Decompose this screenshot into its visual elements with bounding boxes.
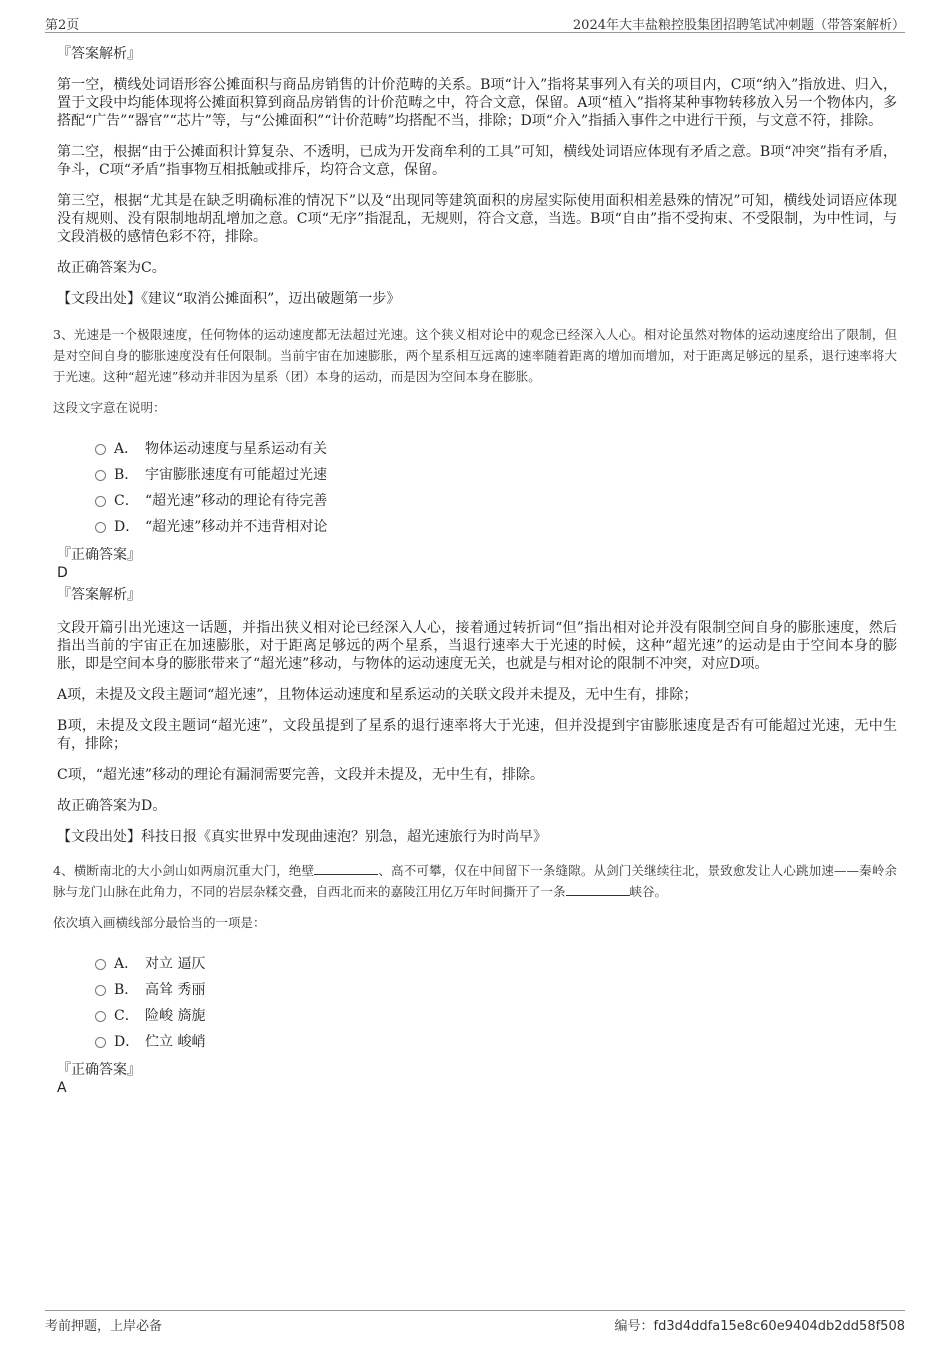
q2-analysis-label: 『答案解析』 [57,46,141,62]
option-letter: A． [114,441,139,457]
option-letter: B． [114,982,139,998]
radio-button-icon[interactable] [95,985,106,996]
option-a[interactable] [95,436,897,462]
radio-button-icon[interactable] [95,1011,106,1022]
option-text: 高耸 秀丽 [145,982,206,998]
question-4-prompt: 依次填入画横线部分最恰当的一项是： [53,915,266,930]
option-text: 对立 逼仄 [145,956,206,972]
page-footer [45,1310,905,1335]
q2-analysis-paragraph: 第三空，根据“尤其是在缺乏明确标准的情况下”以及“出现同等建筑面积的房屋实际使用面积相差悬殊的情况”可知，横线处词语应体现没有规则、没有限制地胡乱增加之意。C项“无序”指混乱，无规则，符合文意，当选。B项“自由”指不受拘束、不受限制，为中性词，与文段消极的感情色彩不符，排除。 [57,193,897,245]
question-3-options [95,436,897,540]
option-text: “超光速”移动并不违背相对论 [145,519,328,535]
page-number: 第2页 [45,18,80,33]
question-3-text: 3、光速是一个极限速度，任何物体的运动速度都无法超过光速。这个狭义相对论中的观念已经深入人心。相对论虽然对物体的运动速度给出了限制，但是对空间自身的膨胀速度没有任何限制。当前宇宙在加速膨胀，两个星系相互远离的速率随着距离的增加而增加，对于距离足够远的星系，退行速率将大于光速。这种“超光速”移动并非因为星系（团）本身的运动，而是因为空间本身在膨胀。 [53,327,897,384]
q2-analysis-section [57,44,897,308]
fill-blank [566,883,630,896]
radio-button-icon[interactable] [95,496,106,507]
option-letter: D． [114,1034,140,1050]
radio-button-icon[interactable] [95,959,106,970]
option-text: 险峻 旖旎 [145,1008,206,1024]
radio-button-icon[interactable] [95,1037,106,1048]
analysis-label: 『答案解析』 [57,587,141,603]
question-3 [53,324,897,846]
option-letter: A． [114,956,139,972]
question-4-text-part: 峡谷。 [629,884,668,899]
page-content [53,44,897,1101]
option-letter: C． [114,493,139,509]
correct-answer-label: 『正确答案』 [57,547,141,563]
document-code: 编号：fd3d4ddfa15e8c60e9404db2dd58f508 [614,1319,905,1334]
correct-answer: A [57,1080,67,1096]
question-4-text [53,860,897,902]
option-text: “超光速”移动的理论有待完善 [145,493,328,509]
q3-analysis-paragraph: C项，“超光速”移动的理论有漏洞需要完善，文段并未提及，无中生有，排除。 [57,767,545,783]
radio-button-icon[interactable] [95,444,106,455]
question-3-prompt: 这段文字意在说明： [53,400,166,415]
option-d[interactable] [95,514,897,540]
q3-analysis-paragraph: B项，未提及文段主题词“超光速”，文段虽提到了星系的退行速率将大于光速，但并没提到宇宙膨胀速度是否有可能超过光速，无中生有，排除； [57,718,897,752]
q3-source: 【文段出处】科技日报《真实世界中发现曲速泡？别急，超光速旅行为时尚早》 [57,829,547,845]
option-d[interactable] [95,1029,897,1055]
option-letter: B． [114,467,139,483]
option-letter: C． [114,1008,139,1024]
question-4-options [95,951,897,1055]
question-4-text-part: 4、横断南北的大小剑山如两扇沉重大门，绝壁 [53,863,315,878]
page-header [45,12,905,33]
option-a[interactable] [95,951,897,977]
question-4-text-part: 、高不可攀，仅在中间留下一条缝隙。从剑门关继续往北，景致愈发让人心跳加速——秦岭余脉与龙门山脉在此角力，不同的岩层杂糅交叠，自西北而来的嘉陵江用亿万年时间撕开了一条 [53,863,897,899]
option-letter: D． [114,519,140,535]
option-b[interactable] [95,462,897,488]
radio-button-icon[interactable] [95,522,106,533]
question-4 [53,860,897,1097]
option-text: 物体运动速度与星系运动有关 [145,441,327,457]
document-title: 2024年大丰盐粮控股集团招聘笔试冲刺题（带答案解析） [572,18,905,33]
option-text: 伫立 峻峭 [145,1034,206,1050]
q3-analysis-paragraph: 文段开篇引出光速这一话题，并指出狭义相对论已经深入人心，接着通过转折词“但”指出相对论并没有限制空间自身的膨胀速度，然后指出当前的宇宙正在加速膨胀，对于距离足够远的两个星系，当退行速率大于光速的时候，这种“超光速”的运动是由于空间本身的膨胀，即是空间本身的膨胀带来了“超光速”移动，与物体的运动速度无关，也就是与相对论的限制不冲突，对应D项。 [57,620,897,672]
option-c[interactable] [95,1003,897,1029]
fill-blank [314,862,378,875]
option-b[interactable] [95,977,897,1003]
q2-analysis-paragraph: 第一空，横线处词语形容公摊面积与商品房销售的计价范畴的关系。B项“计入”指将某事列入有关的项目内，C项“纳入”指放进、归入，置于文段中均能体现将公摊面积算到商品房销售的计价范畴之中，符合文意，保留。A项“植入”指将某种事物转移放入另一个物体内，多搭配“广告”“器官”“芯片”等，与“公摊面积”“计价范畴”均搭配不当，排除；D项“介入”指插入事件之中进行干预，与文意不符，排除。 [57,77,897,129]
q2-source: 【文段出处】《建议“取消公摊面积”，迈出破题第一步》 [57,291,401,307]
q2-analysis-paragraph: 第二空，根据“由于公摊面积计算复杂、不透明，已成为开发商牟利的工具”可知，横线处词语应体现有矛盾之意。B项“冲突”指有矛盾，争斗，C项“矛盾”指事物互相抵触或排斥，均符合文意，保留。 [57,144,897,178]
q2-conclusion: 故正确答案为C。 [57,260,166,276]
q3-analysis-paragraph: A项，未提及文段主题词“超光速”，且物体运动速度和星系运动的关联文段并未提及，无中生有，排除； [57,687,698,703]
footer-slogan: 考前押题，上岸必备 [45,1319,163,1334]
option-text: 宇宙膨胀速度有可能超过光速 [145,467,327,483]
option-c[interactable] [95,488,897,514]
correct-answer: D [57,565,68,581]
radio-button-icon[interactable] [95,470,106,481]
q3-conclusion: 故正确答案为D。 [57,798,167,814]
correct-answer-label: 『正确答案』 [57,1062,141,1078]
